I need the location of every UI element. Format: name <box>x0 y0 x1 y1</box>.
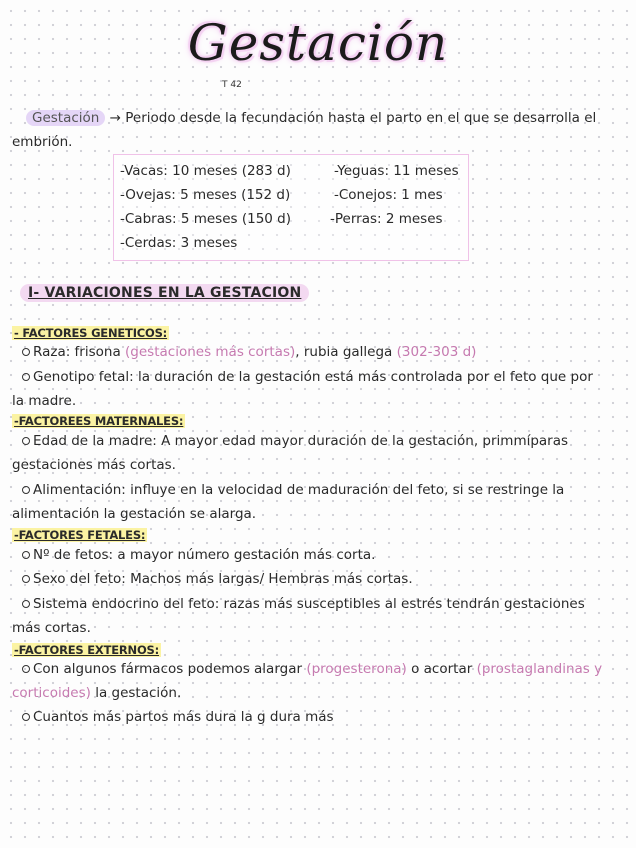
page-subtitle: T 42 <box>222 80 242 90</box>
genetic-l1-a: Raza: frisona <box>33 344 121 360</box>
bullet-icon <box>22 373 30 381</box>
fetal-l2: Sexo del feto: Machos más largas/ Hembras más cortas. <box>33 571 413 587</box>
external-l1-b: (progesterona) <box>306 661 407 677</box>
fetal-line-1 <box>22 543 375 567</box>
bullet-icon <box>22 551 30 559</box>
external-l2-a: corticoides) <box>12 685 91 701</box>
duration-cabras: -Cabras: 5 meses (150 d) <box>120 211 291 227</box>
duration-conejos: -Conejos: 1 mes <box>334 187 443 203</box>
fetal-line-2 <box>22 567 413 591</box>
definition-text-cont: embrión. <box>12 134 73 150</box>
external-line-3 <box>22 705 334 729</box>
duration-vacas: -Vacas: 10 meses (283 d) <box>120 163 291 179</box>
duration-perras: -Perras: 2 meses <box>330 211 443 227</box>
genetic-line-3: la madre. <box>12 393 77 409</box>
fetal-line-4: más cortas. <box>12 620 91 636</box>
maternal-line-3 <box>22 478 564 502</box>
fetal-line-3 <box>22 592 585 616</box>
external-l1-d: (prostaglandinas y <box>476 661 603 677</box>
genetic-l1-d: (302-303 d) <box>396 344 477 360</box>
fetal-l3: Sistema endocrino del feto: razas más susceptibles al estrés tendrán gestaciones <box>33 596 585 612</box>
genetic-line-1 <box>22 340 476 364</box>
external-l2-b: la gestación. <box>95 685 182 701</box>
bullet-icon <box>22 437 30 445</box>
external-heading: -FACTORES EXTERNOS: <box>14 643 160 657</box>
bullet-icon <box>22 665 30 673</box>
section-title: I- VARIACIONES EN LA GESTACION <box>20 284 309 302</box>
maternal-line-4: alimentación la gestación se alarga. <box>12 506 257 522</box>
genetic-line-2 <box>22 365 593 389</box>
maternal-heading: -FACTOREES MATERNALES: <box>14 414 184 428</box>
page-title: Gestación <box>187 14 449 72</box>
maternal-l1: Edad de la madre: A mayor edad mayor duración de la gestación, primmíparas <box>33 433 569 449</box>
genetic-l1-c: , rubia gallega <box>295 344 393 360</box>
fetal-l1: Nº de fetos: a mayor número gestación más corta. <box>33 547 376 563</box>
duration-cerdas: -Cerdas: 3 meses <box>120 235 238 251</box>
bullet-icon <box>22 486 30 494</box>
fetal-heading: -FACTORES FETALES: <box>14 528 146 542</box>
duration-yeguas: -Yeguas: 11 meses <box>334 163 459 179</box>
duration-ovejas: -Ovejas: 5 meses (152 d) <box>120 187 291 203</box>
arrow-icon: → <box>109 110 121 126</box>
external-l3: Cuantos más partos más dura la g dura más <box>33 709 334 725</box>
bullet-icon <box>22 600 30 608</box>
definition-term: Gestación <box>26 110 105 126</box>
bullet-icon <box>22 713 30 721</box>
external-l1-a: Con algunos fármacos podemos alargar <box>33 661 303 677</box>
genetic-l2: Genotipo fetal: la duración de la gestación está más controlada por el feto que por <box>33 369 593 385</box>
external-line-1 <box>22 657 602 681</box>
maternal-line-2: gestaciones más cortas. <box>12 457 176 473</box>
external-line-2 <box>12 681 181 705</box>
definition-line <box>26 106 596 130</box>
maternal-line-1 <box>22 429 568 453</box>
genetic-heading: - FACTORES GENETICOS: <box>14 326 168 340</box>
bullet-icon <box>22 575 30 583</box>
genetic-l1-b: (gestaciones más cortas) <box>125 344 296 360</box>
bullet-icon <box>22 348 30 356</box>
definition-text: Periodo desde la fecundación hasta el parto en el que se desarrolla el <box>125 110 597 126</box>
external-l1-c: o acortar <box>411 661 473 677</box>
maternal-l3: Alimentación: influye en la velocidad de maduración del feto, si se restringe la <box>33 482 565 498</box>
